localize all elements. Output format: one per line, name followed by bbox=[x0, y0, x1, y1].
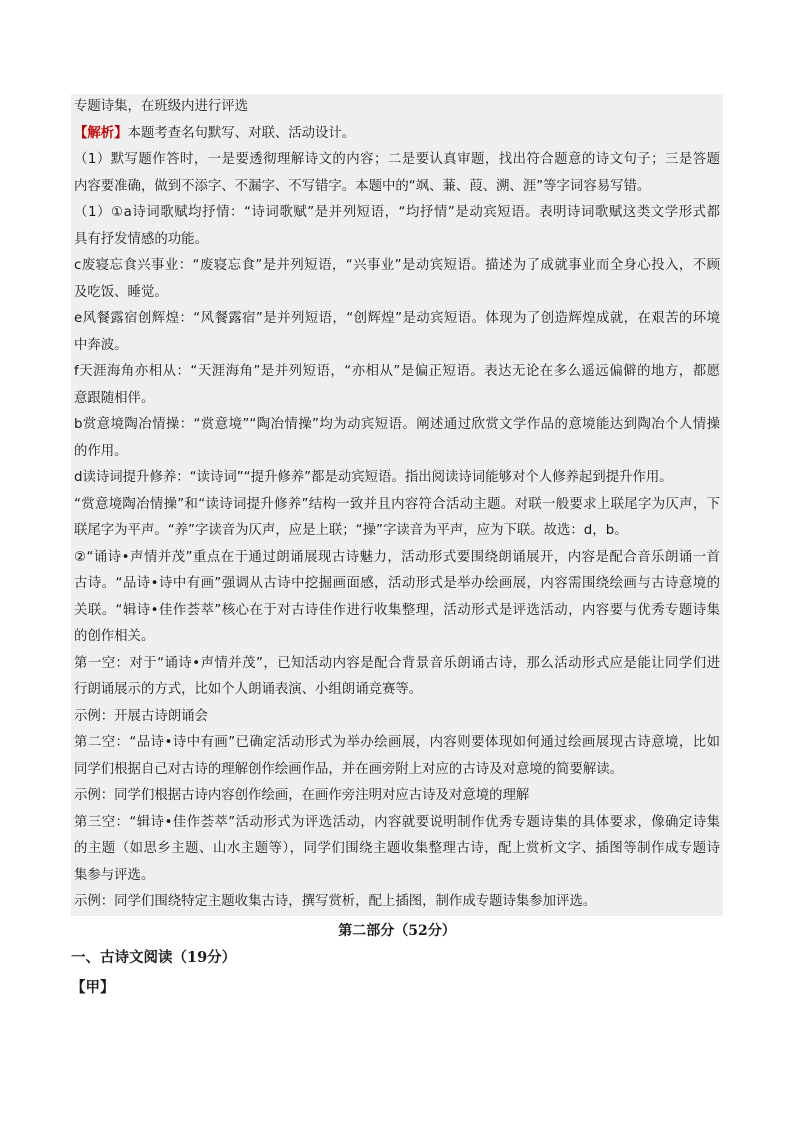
analysis-line-text: （1）①a诗词歌赋均抒情：“诗词歌赋”是并列短语，“均抒情”是动宾短语。表明诗词歌赋这类文学形式都 bbox=[74, 205, 720, 220]
analysis-line-text: “赏意境陶冶情操”和“读诗词提升修养”结构一致并且内容符合活动主题。对联一般要求上联尾字为仄声，下 bbox=[74, 496, 720, 512]
analysis-line bbox=[74, 624, 720, 651]
analysis-line bbox=[74, 465, 720, 492]
analysis-line-text: 的作用。 bbox=[74, 443, 128, 459]
analysis-line bbox=[74, 386, 720, 413]
analysis-line bbox=[74, 730, 720, 757]
analysis-line bbox=[74, 412, 720, 439]
analysis-line bbox=[74, 598, 720, 625]
analysis-line bbox=[74, 227, 720, 254]
analysis-line-text: 及吃饭、睡觉。 bbox=[74, 284, 168, 300]
sub-heading-jia: 【甲】 bbox=[71, 978, 115, 996]
analysis-line-text: 行朗诵展示的方式，比如个人朗诵表演、小组朗诵竞赛等。 bbox=[74, 682, 423, 697]
analysis-line bbox=[74, 359, 720, 386]
analysis-line-text: 第三空：“辑诗•佳作荟萃”活动形式为评选活动，内容就要说明制作优秀专题诗集的具体要求，像确定诗集 bbox=[74, 814, 720, 830]
analysis-line bbox=[74, 200, 720, 227]
analysis-line-text: 集参与评选。 bbox=[74, 867, 155, 883]
analysis-line-text: d读诗词提升修养：“读诗词”“提升修养”都是动宾短语。指出阅读诗词能够对个人修养起到提升作用。 bbox=[74, 470, 673, 485]
analysis-line bbox=[74, 492, 720, 519]
analysis-line-text: 示例：同学们根据古诗内容创作绘画，在画作旁注明对应古诗及对意境的理解 bbox=[74, 788, 530, 803]
analysis-line-text: （1）默写题作答时，一是要透彻理解诗文的内容；二是要认真审题，找出符合题意的诗文句子；三是答题 bbox=[74, 152, 720, 167]
analysis-line bbox=[74, 280, 720, 307]
section-heading-ancient-poetry: 一、古诗文阅读（19分） bbox=[71, 948, 237, 966]
analysis-line-text: b赏意境陶冶情操：“赏意境”“陶冶情操”均为动宾短语。阐述通过欣赏文学作品的意境能达到陶冶个人情操 bbox=[74, 417, 720, 432]
analysis-line-text: 的创作相关。 bbox=[74, 629, 155, 644]
analysis-line bbox=[74, 810, 720, 837]
analysis-line bbox=[74, 757, 720, 784]
analysis-line bbox=[74, 94, 720, 121]
analysis-line-text: c废寝忘食兴事业：“废寝忘食”是并列短语，“兴事业”是动宾短语。描述为了成就事业而全身心投入，不顾 bbox=[74, 258, 720, 273]
analysis-line bbox=[74, 121, 720, 148]
analysis-line-text: 第一空：对于“诵诗•声情并茂”，已知活动内容是配合背景音乐朗诵古诗，那么活动形式应是能让同学们进 bbox=[74, 655, 720, 671]
analysis-line bbox=[74, 783, 720, 810]
analysis-block bbox=[71, 94, 723, 916]
analysis-line bbox=[74, 147, 720, 174]
part-two-title: 第二部分（52分） bbox=[338, 922, 456, 939]
analysis-line-text: 示例：开展古诗朗诵会 bbox=[74, 708, 208, 724]
document-page bbox=[71, 94, 723, 1002]
analysis-line-text: 意跟随相伴。 bbox=[74, 390, 155, 406]
analysis-line bbox=[74, 545, 720, 572]
analysis-line-text: 联尾字为平声。“养”字读音为仄声，应是上联；“操”字读音为平声，应为下联。故选：d，b。 bbox=[74, 523, 628, 538]
analysis-line bbox=[74, 836, 720, 863]
analysis-line bbox=[74, 863, 720, 890]
analysis-line-text: 同学们根据自己对古诗的理解创作绘画作品，并在画旁附上对应的古诗及对意境的简要解读。 bbox=[74, 761, 624, 777]
analysis-line-text: 示例：同学们围绕特定主题收集古诗，撰写赏析，配上插图，制作成专题诗集参加评选。 bbox=[74, 894, 597, 909]
analysis-line bbox=[74, 889, 720, 916]
analysis-line-text: 本题考查名句默写、对联、活动设计。 bbox=[127, 125, 356, 141]
analysis-line bbox=[74, 704, 720, 731]
analysis-line bbox=[74, 677, 720, 704]
analysis-line-text: 具有抒发情感的功能。 bbox=[74, 231, 208, 247]
analysis-line bbox=[74, 571, 720, 598]
analysis-line-text: 内容要准确，做到不添字、不漏字、不写错字。本题中的“飒、蒹、葭、溯、涯”等字词容易写错。 bbox=[74, 178, 651, 194]
analysis-line-text: 古诗。“品诗•诗中有画”强调从古诗中挖掘画面感，活动形式是举办绘画展，内容需围绕绘画与古诗意境的 bbox=[74, 576, 720, 591]
analysis-line-text: ②“诵诗•声情并茂”重点在于通过朗诵展现古诗魅力，活动形式要围绕朗诵展开，内容是配合音乐朗诵一首 bbox=[74, 549, 720, 565]
analysis-line bbox=[74, 651, 720, 678]
analysis-line bbox=[74, 174, 720, 201]
analysis-line-text: f天涯海角亦相从：“天涯海角”是并列短语，“亦相从”是偏正短语。表达无论在多么遥远偏僻的地方，都愿 bbox=[74, 364, 720, 379]
analysis-tag: 【解析】 bbox=[74, 125, 128, 141]
analysis-line-text: e风餐露宿创辉煌：“风餐露宿”是并列短语，“创辉煌”是动宾短语。体现为了创造辉煌成就，在艰苦的环境 bbox=[74, 311, 720, 326]
analysis-line-text: 中奔波。 bbox=[74, 337, 128, 353]
analysis-line bbox=[74, 518, 720, 545]
analysis-line bbox=[74, 306, 720, 333]
analysis-line bbox=[74, 253, 720, 280]
analysis-line-text: 关联。“辑诗•佳作荟萃”核心在于对古诗佳作进行收集整理，活动形式是评选活动，内容要与优秀专题诗集 bbox=[74, 602, 720, 618]
analysis-line bbox=[74, 333, 720, 360]
analysis-line-text: 第二空：“品诗•诗中有画”已确定活动形式为举办绘画展，内容则要体现如何通过绘画展现古诗意境，比如 bbox=[74, 735, 720, 750]
analysis-line-text: 的主题（如思乡主题、山水主题等），同学们围绕主题收集整理古诗，配上赏析文字、插图等制作成专题诗 bbox=[74, 841, 720, 856]
analysis-line bbox=[74, 439, 720, 466]
analysis-line-text: 专题诗集，在班级内进行评选 bbox=[74, 99, 249, 114]
